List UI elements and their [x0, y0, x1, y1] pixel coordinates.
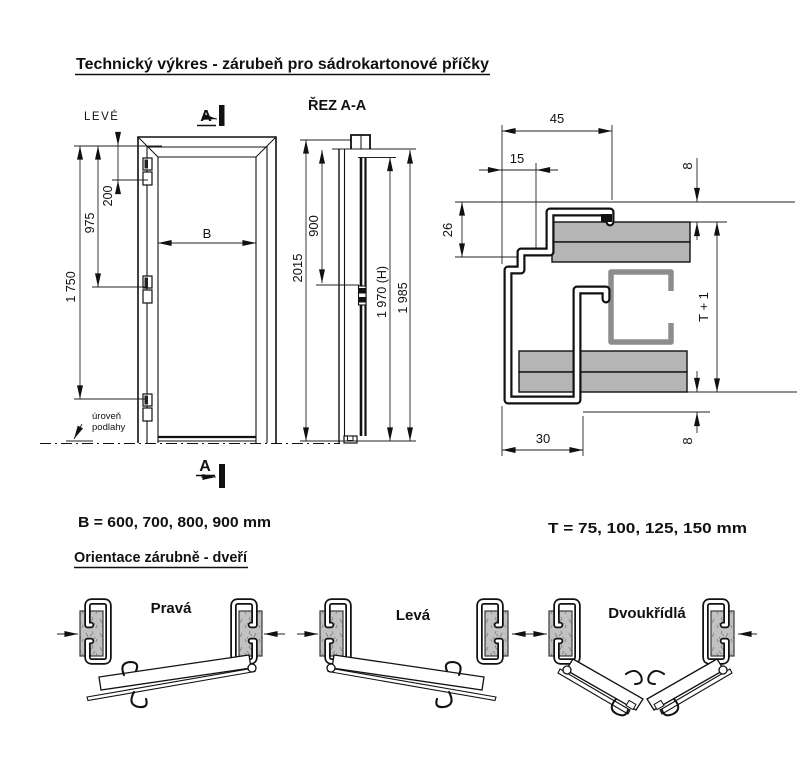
section-marker-a-top: A: [200, 108, 212, 125]
section-view-title: ŘEZ A-A: [308, 98, 367, 114]
frame-inner-edge: [158, 157, 256, 443]
section-cut-bar-bottom: [219, 464, 225, 488]
page-title: Technický výkres - zárubeň pro sádrokartonové příčky: [76, 56, 490, 73]
jamb-unit-left: [80, 602, 109, 662]
section-view: [290, 96, 416, 443]
orientation-label-prava: Pravá: [150, 600, 192, 617]
door-leaf: [327, 655, 496, 707]
orientation-label-dvoukridla: Dvoukřídlá: [608, 605, 686, 622]
c-stud-profile: [611, 272, 671, 342]
frame-profile-tab: [601, 214, 612, 222]
orientation-diagram-dvoukridla: [531, 602, 757, 716]
front-view: [40, 105, 340, 488]
t-values-spec: T = 75, 100, 125, 150 mm: [548, 520, 747, 537]
jamb-unit-left: [549, 602, 578, 662]
drywall-boards-bottom: [519, 351, 687, 392]
orientation-diagram-leva: [297, 602, 533, 708]
floor-label-line1: úroveň: [92, 411, 122, 422]
dim-200-label: 200: [101, 185, 115, 207]
jamb-unit-right: [234, 602, 263, 662]
section-marker-a-bottom: A: [199, 458, 211, 475]
dim-975-label: 975: [83, 212, 97, 234]
lock-strike: [359, 286, 367, 305]
dim-2015-label: 2015: [290, 253, 305, 283]
door-leaf: [87, 655, 256, 707]
dim-b-label: B: [202, 226, 212, 241]
dim-15-label: 15: [509, 151, 525, 166]
hinge-top: [143, 158, 152, 185]
frame-face-line: [147, 147, 267, 443]
profile-detail: [440, 111, 797, 456]
dim-t1-label: T + 1: [696, 292, 711, 322]
section-cut-bar-top: [219, 105, 225, 126]
dim-1985-label: 1 985: [396, 282, 410, 314]
orientation-diagram-prava: [57, 600, 285, 707]
hinge-middle: [143, 276, 152, 303]
dim-1970-label: 1 970 (H): [375, 265, 389, 319]
orientation-label: LEVÉ: [84, 111, 120, 123]
jamb-unit-right: [480, 602, 509, 662]
dim-45-label: 45: [549, 111, 565, 126]
door-leaf-right: [647, 659, 732, 715]
orientation-label-leva: Levá: [395, 607, 431, 624]
drywall-boards-top: [552, 222, 690, 262]
jamb-unit-right: [706, 602, 735, 662]
b-values-spec: B = 600, 700, 800, 900 mm: [78, 514, 271, 531]
orientation-heading: Orientace zárubně - dveří: [74, 549, 248, 566]
dim-900-label: 900: [306, 215, 321, 237]
door-leaf-left: [558, 659, 643, 715]
frame-outer-edge: [138, 137, 276, 443]
dim-1750-label: 1 750: [64, 271, 78, 303]
dim-30-label: 30: [535, 431, 551, 446]
hinge-bottom: [143, 394, 152, 421]
dim-8-bottom-label: 8: [680, 437, 695, 445]
dim-8-top-label: 8: [680, 162, 695, 170]
dim-26-label: 26: [440, 222, 455, 238]
floor-label-line2: podlahy: [92, 422, 126, 433]
floor-anchor-inner: [348, 436, 354, 441]
jamb-unit-left: [320, 602, 349, 662]
floor-mark-arrow: [74, 424, 82, 439]
